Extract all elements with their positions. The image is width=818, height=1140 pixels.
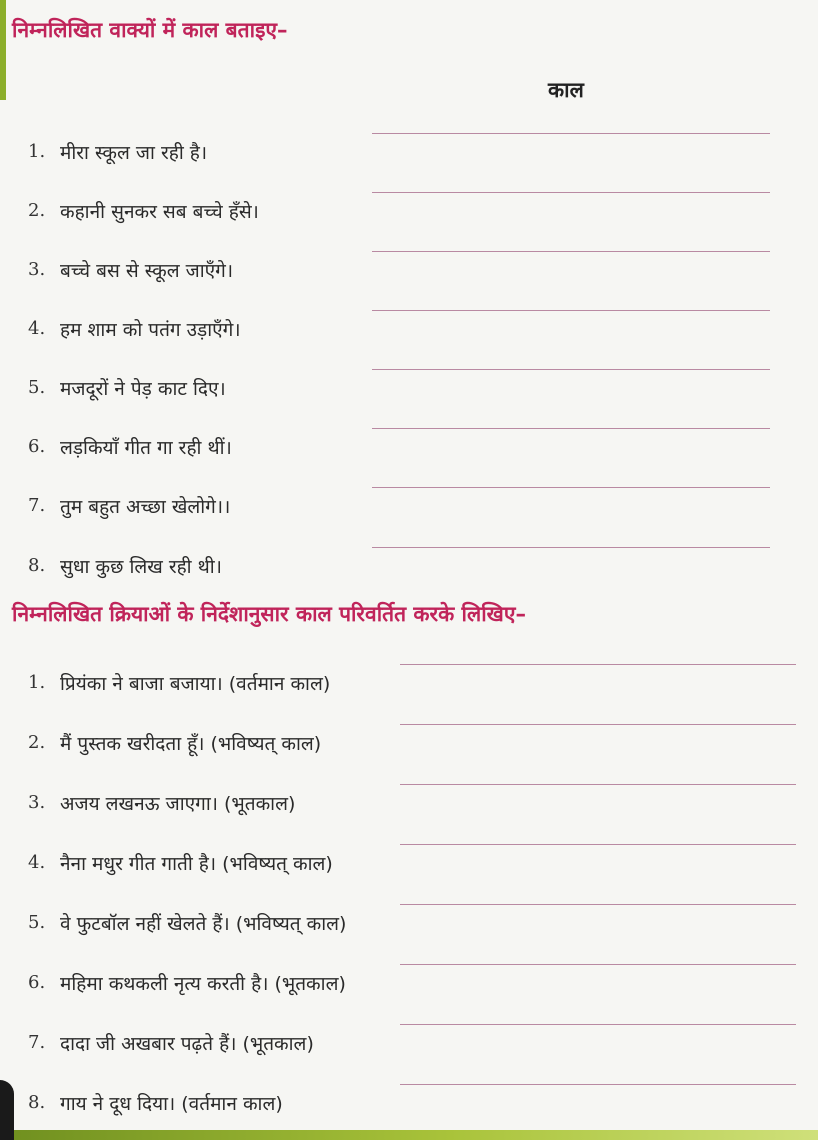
exercise-row bbox=[0, 908, 818, 942]
answer-blank[interactable] bbox=[400, 1024, 796, 1025]
answer-blank[interactable] bbox=[400, 844, 796, 845]
item-number: 5. bbox=[28, 377, 46, 398]
sentence-text: प्रियंका ने बाजा बजाया। (वर्तमान काल) bbox=[60, 673, 331, 695]
page-corner-shadow bbox=[0, 1080, 14, 1140]
item-number: 3. bbox=[28, 259, 46, 280]
exercise-row bbox=[0, 968, 818, 1002]
answer-blank[interactable] bbox=[372, 251, 770, 252]
sentence-text: वे फुटबॉल नहीं खेलते हैं। (भविष्यत् काल) bbox=[60, 913, 347, 935]
exercise-row bbox=[0, 668, 818, 702]
item-number: 5. bbox=[28, 912, 46, 933]
answer-blank[interactable] bbox=[400, 664, 796, 665]
exercise-row bbox=[0, 788, 818, 822]
tense-column-label: काल bbox=[548, 78, 584, 102]
answer-blank[interactable] bbox=[372, 369, 770, 370]
sentence-text: हम शाम को पतंग उड़ाएँगे। bbox=[60, 319, 241, 341]
sentence-text: दादा जी अखबार पढ़ते हैं। (भूतकाल) bbox=[60, 1033, 314, 1055]
sentence-text: मैं पुस्तक खरीदता हूँ। (भविष्यत् काल) bbox=[60, 733, 322, 755]
answer-blank[interactable] bbox=[372, 487, 770, 488]
sentence-text: मजदूरों ने पेड़ काट दिए। bbox=[60, 378, 226, 400]
sentence-text: बच्चे बस से स्कूल जाएँगे। bbox=[60, 260, 234, 282]
answer-blank[interactable] bbox=[400, 1084, 796, 1085]
answer-blank[interactable] bbox=[372, 310, 770, 311]
exercise-row bbox=[0, 728, 818, 762]
sentence-text: मीरा स्कूल जा रही है। bbox=[60, 142, 208, 164]
item-number: 1. bbox=[28, 141, 46, 162]
item-number: 2. bbox=[28, 732, 46, 753]
sentence-text: महिमा कथकली नृत्य करती है। (भूतकाल) bbox=[60, 973, 346, 995]
sentence-text: गाय ने दूध दिया। (वर्तमान काल) bbox=[60, 1093, 283, 1115]
exercise-row bbox=[0, 1028, 818, 1062]
item-number: 3. bbox=[28, 792, 46, 813]
exercise-row bbox=[0, 1088, 818, 1122]
page-edge-accent bbox=[0, 0, 6, 100]
item-number: 7. bbox=[28, 1032, 46, 1053]
answer-blank[interactable] bbox=[400, 964, 796, 965]
sentence-text: कहानी सुनकर सब बच्चे हँसे। bbox=[60, 201, 259, 223]
exercise-row bbox=[0, 551, 818, 585]
item-number: 4. bbox=[28, 852, 46, 873]
sentence-text: तुम बहुत अच्छा खेलोगे।। bbox=[60, 496, 231, 518]
exercise-row bbox=[0, 373, 818, 407]
answer-blank[interactable] bbox=[400, 724, 796, 725]
exercise-row bbox=[0, 196, 818, 230]
answer-blank[interactable] bbox=[400, 784, 796, 785]
section-2-heading: निम्नलिखित क्रियाओं के निर्देशानुसार काल परिवर्तित करके लिखिए– bbox=[12, 602, 526, 626]
exercise-row bbox=[0, 314, 818, 348]
item-number: 4. bbox=[28, 318, 46, 339]
answer-blank[interactable] bbox=[372, 547, 770, 548]
exercise-row bbox=[0, 491, 818, 525]
item-number: 6. bbox=[28, 436, 46, 457]
answer-blank[interactable] bbox=[400, 904, 796, 905]
section-1-heading: निम्नलिखित वाक्यों में काल बताइए– bbox=[12, 18, 288, 42]
item-number: 1. bbox=[28, 672, 46, 693]
exercise-row bbox=[0, 137, 818, 171]
sentence-text: लड़कियाँ गीत गा रही थीं। bbox=[60, 437, 232, 459]
item-number: 7. bbox=[28, 495, 46, 516]
sentence-text: नैना मधुर गीत गाती है। (भविष्यत् काल) bbox=[60, 853, 333, 875]
exercise-row bbox=[0, 255, 818, 289]
answer-blank[interactable] bbox=[372, 133, 770, 134]
sentence-text: अजय लखनऊ जाएगा। (भूतकाल) bbox=[60, 793, 296, 815]
exercise-row bbox=[0, 432, 818, 466]
item-number: 2. bbox=[28, 200, 46, 221]
answer-blank[interactable] bbox=[372, 192, 770, 193]
item-number: 8. bbox=[28, 555, 46, 576]
exercise-row bbox=[0, 848, 818, 882]
item-number: 6. bbox=[28, 972, 46, 993]
page-bottom-border bbox=[0, 1130, 818, 1140]
item-number: 8. bbox=[28, 1092, 46, 1113]
answer-blank[interactable] bbox=[372, 428, 770, 429]
sentence-text: सुधा कुछ लिख रही थी। bbox=[60, 556, 222, 578]
